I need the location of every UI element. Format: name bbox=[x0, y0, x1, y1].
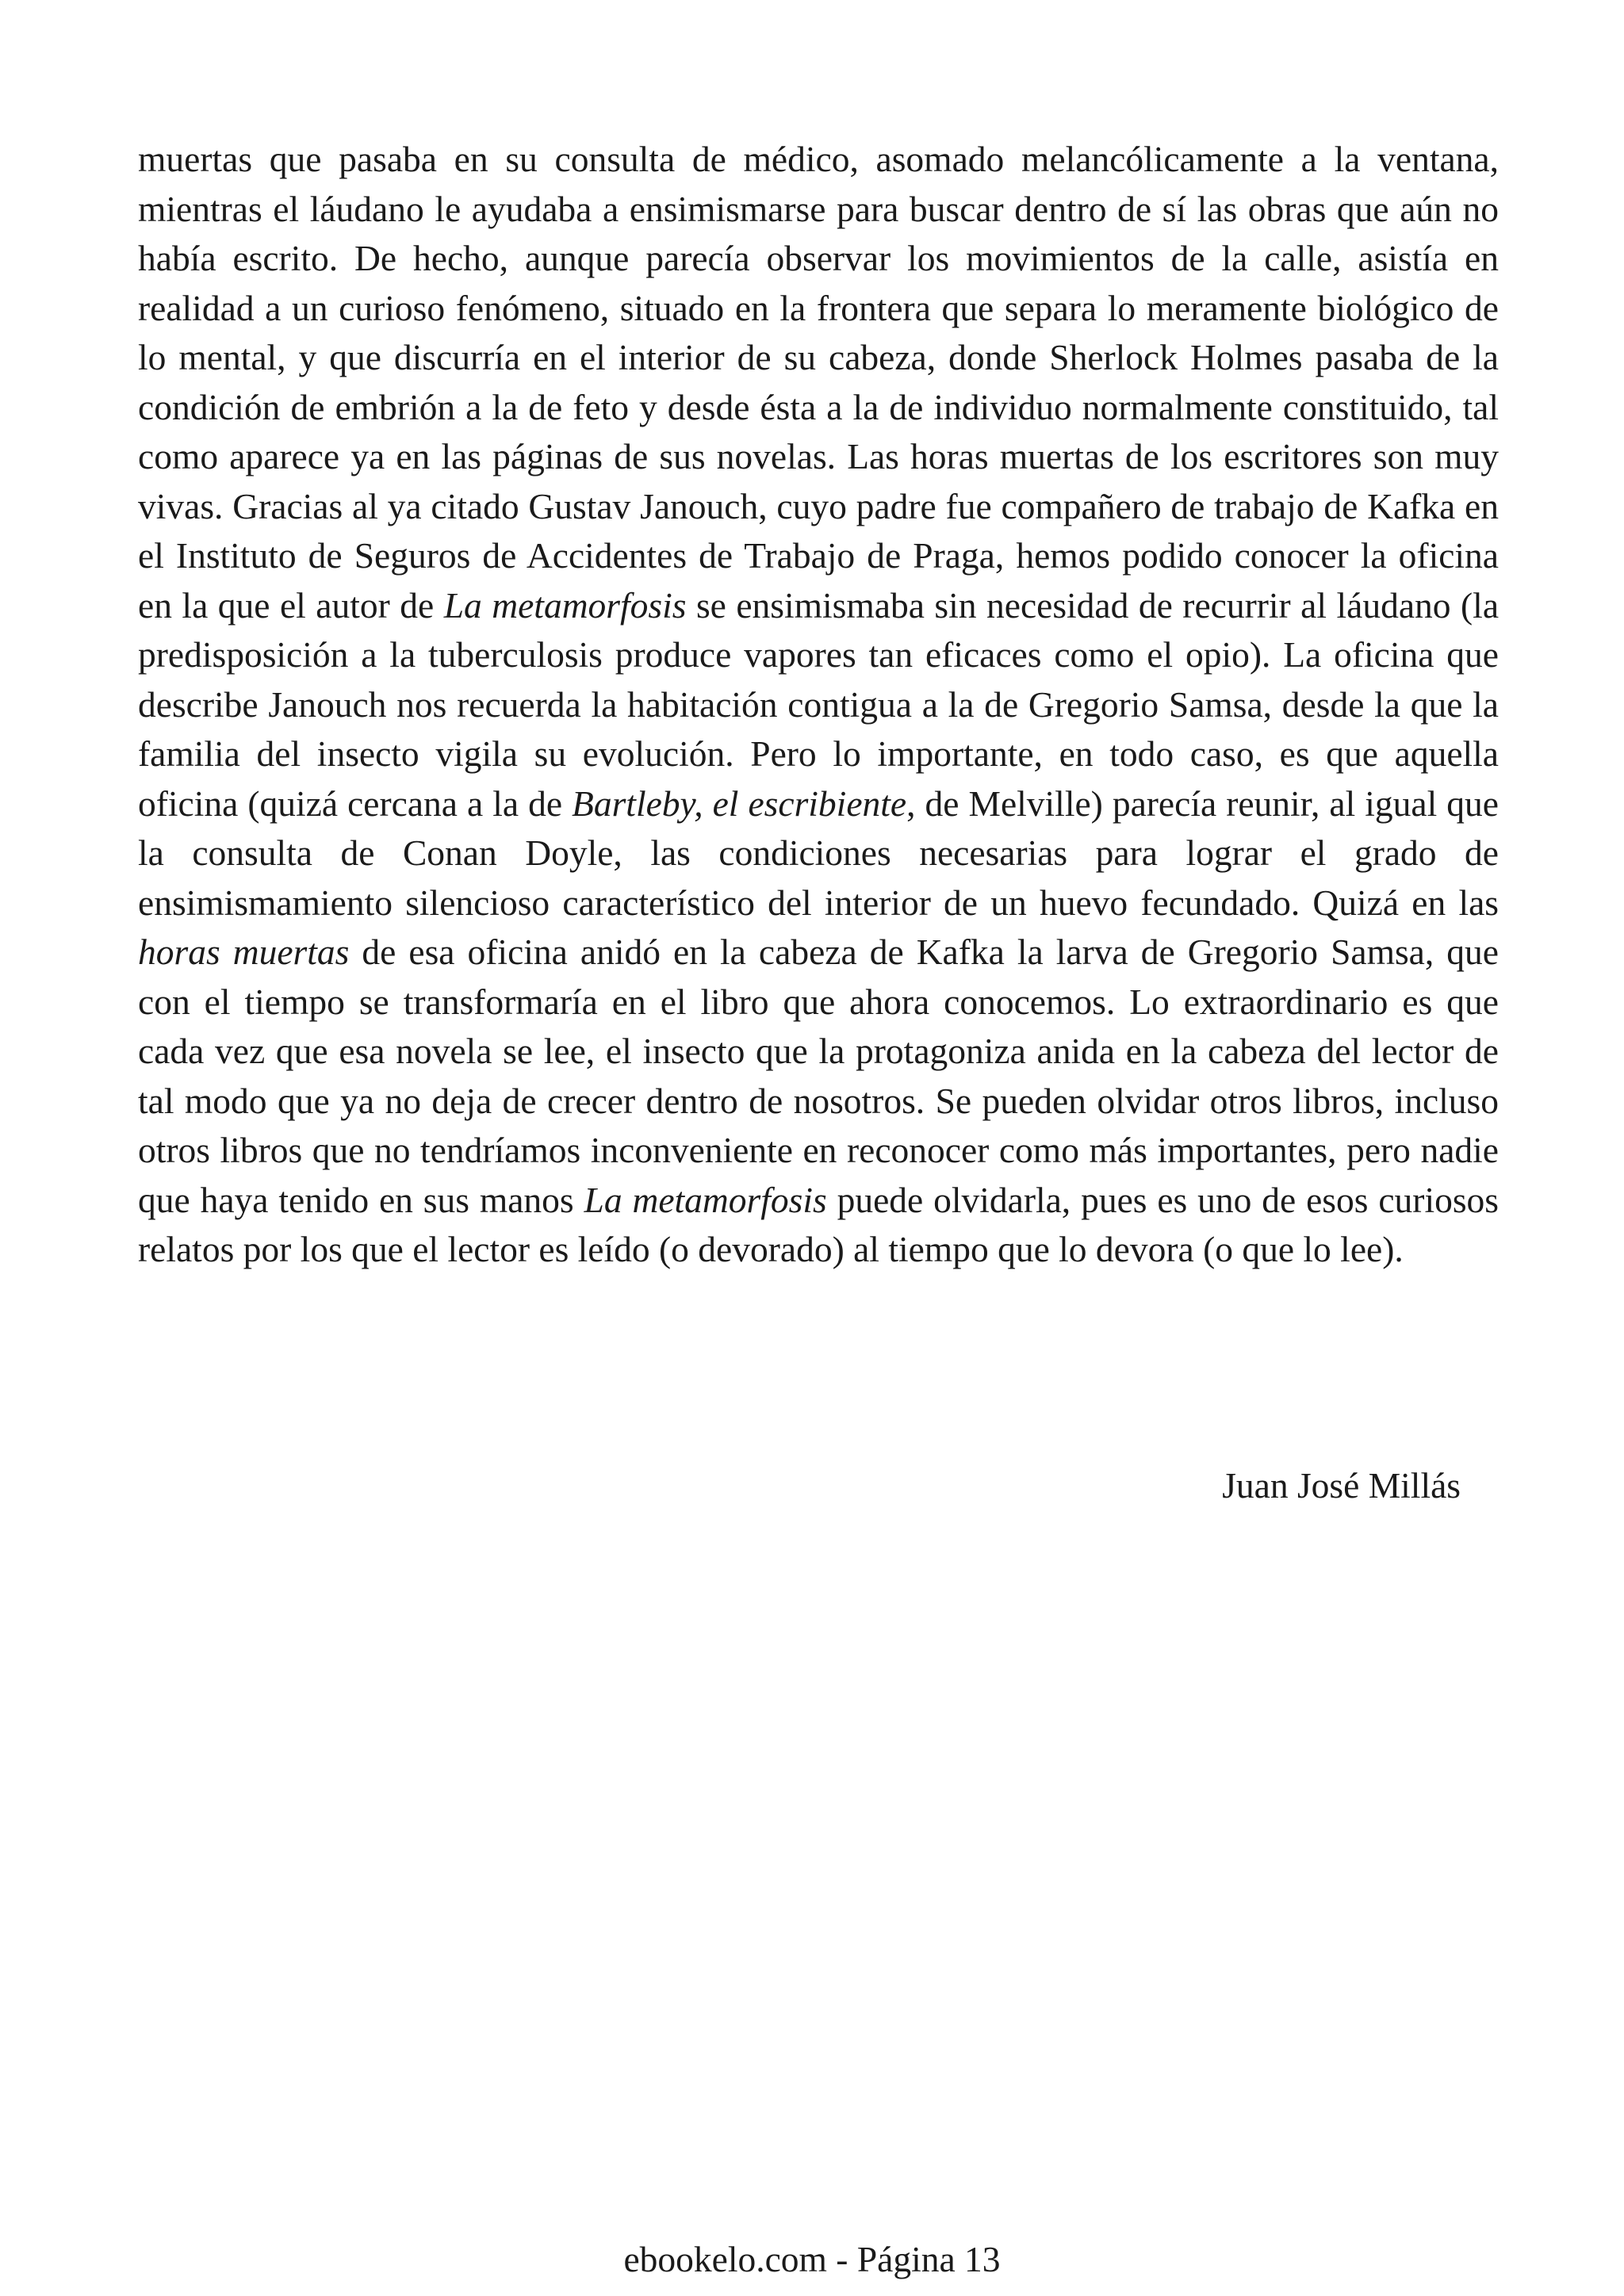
text-run: se ensimismaba sin necesidad de recurrir al láudano (la predisposición a la tuberculosis produce vapores tan eficaces como el opio). La oficina que describe Janouch nos recuerda la habitación contigua a la de Gregorio Samsa, desde la que la familia del insecto vigila su evolución. Pero lo importante, en todo caso, es que aquella oficina (quizá cercana a la de bbox=[138, 584, 1500, 824]
book-title-italic: Bartleby, el escribiente bbox=[572, 783, 907, 824]
book-title-italic: La metamorfosis bbox=[584, 1179, 827, 1220]
text-run: , de Melville) parecía reunir, al igual que la consulta de Conan Doyle, las condiciones necesarias para lograr el grado de ensimismamiento silencioso característico del interior de un huevo fecundado. Quizá en las bbox=[138, 783, 1499, 923]
body-paragraph bbox=[138, 135, 1499, 1275]
page-footer: ebookelo.com - Página 13 bbox=[623, 2239, 1001, 2279]
emphasis-italic: horas muertas bbox=[138, 932, 350, 972]
text-run: muertas que pasaba en su consulta de médico, asomado melancólicamente a la ventana, mientras el láudano le ayudaba a ensimismarse para buscar dentro de sí las obras que aún no había escrito. De hecho, aunque parecía observar los movimientos de la calle, asistía en realidad a un curioso fenómeno, situado en la frontera que separa lo meramente biológico de lo mental, y que discurría en el interior de su cabeza, donde Sherlock Holmes pasaba de la condición de embrión a la de feto y desde ésta a la de individuo normalmente constituido, tal como aparece ya en las páginas de sus novelas. Las horas muertas de los escritores son muy vivas. Gracias al ya citado Gustav Janouch, cuyo padre fue compañero de trabajo de Kafka en el Instituto de Seguros de Accidentes de Trabajo de Praga, hemos podido conocer la oficina en la que el autor de bbox=[138, 139, 1499, 626]
text-run: puede olvidarla, pues es uno de esos curiosos relatos por los que el lector es leído (o devorado) al tiempo que lo devora (o que lo lee). bbox=[138, 1179, 1500, 1269]
text-run: de esa oficina anidó en la cabeza de Kafka la larva de Gregorio Samsa, que con el tiempo se transformaría en el libro que ahora conocemos. Lo extraordinario es que cada vez que esa novela se lee, el insecto que la protagoniza anida en la cabeza del lector de tal modo que ya no deja de crecer dentro de nosotros. Se pueden olvidar otros libros, incluso otros libros que no tendríamos inconveniente en reconocer como más importantes, pero nadie que haya tenido en sus manos bbox=[138, 932, 1499, 1220]
author-signature: Juan José Millás bbox=[1222, 1465, 1461, 1506]
book-title-italic: La metamorfosis bbox=[443, 584, 687, 626]
